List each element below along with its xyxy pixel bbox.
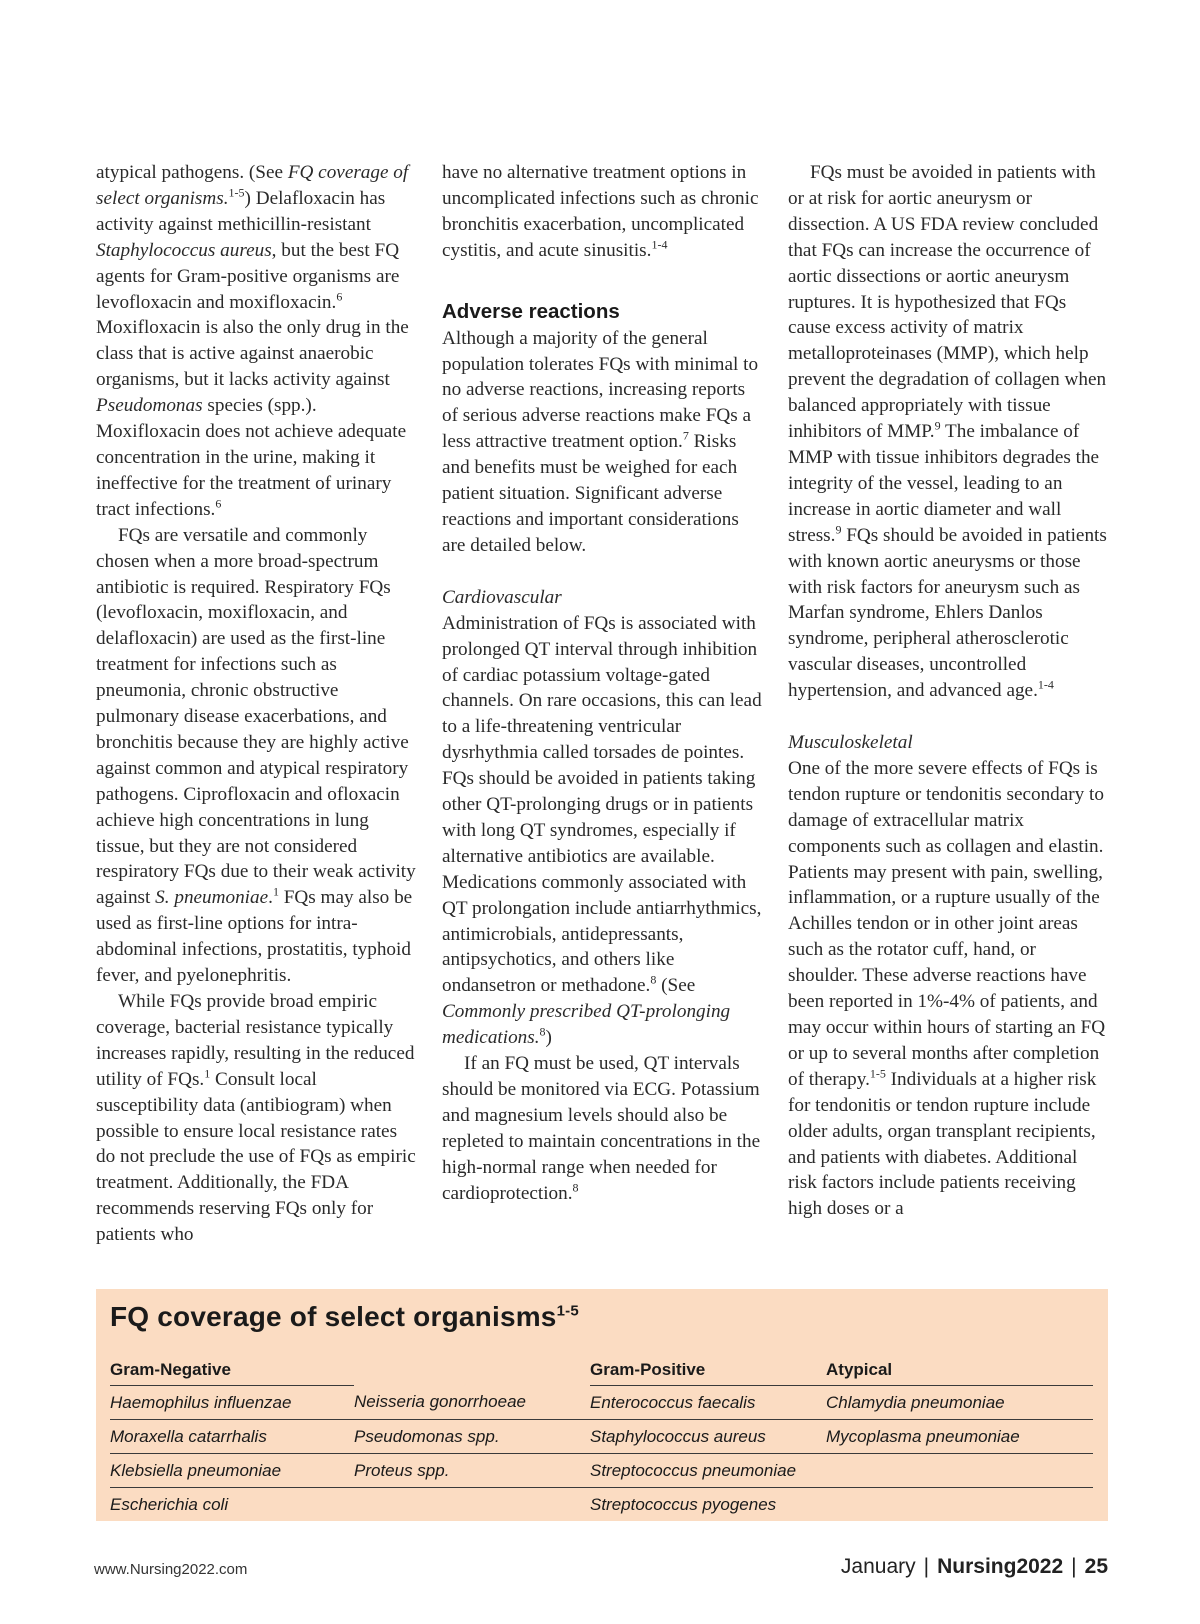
table-row xyxy=(110,1454,1093,1488)
text: Individuals at a higher risk for tendonitis or tendon rupture include older adults, organ transplant recipients, and patients with diabetes. Additional risk factors include patients receiving high doses or a xyxy=(788,1068,1097,1220)
text-column-1 xyxy=(96,160,418,1248)
citation: 6 xyxy=(215,496,222,511)
atypical-cell: Mycoplasma pneumoniae xyxy=(826,1420,1093,1454)
citation: 8 xyxy=(650,972,657,987)
table-row xyxy=(110,1386,1093,1420)
gram-negative-cell: Proteus spp. xyxy=(354,1454,590,1488)
organism-name: Staphylococcus aureus xyxy=(96,239,272,261)
text: FQs should be avoided in patients with known aortic aneurysms or those with risk factors for aneurysm such as Marfan syndrome, Ehlers Danlos syndrome, peripheral atherosclerotic vascular diseases, uncontrolled hypertension, and advanced age. xyxy=(788,524,1107,702)
cross-reference: Commonly prescribed QT-prolonging medications. xyxy=(442,1001,731,1049)
citation: 9 xyxy=(835,522,842,537)
table-row xyxy=(110,1420,1093,1454)
citation: 6 xyxy=(336,289,343,304)
atypical-cell: Chlamydia pneumoniae xyxy=(826,1386,1093,1420)
text: Risks and benefits must be weighed for each patient situation. Significant adverse reactions and important considerations are detailed below. xyxy=(442,431,739,556)
citation: 9 xyxy=(934,418,941,433)
gram-positive-cell: Streptococcus pyogenes xyxy=(590,1494,777,1514)
gram-negative-cell: Klebsiella pneumoniae xyxy=(110,1454,354,1488)
text: Consult local susceptibility data (antibiogram) when possible to ensure local resistance rates do not preclude the use of FQs as empiric treatment. Additionally, the FDA recommends reserving FQs only for patients who xyxy=(96,1068,416,1246)
atypical-cell xyxy=(826,1454,1093,1488)
text: , but the best FQ agents for Gram-positive organisms are levofloxacin and moxifloxacin. xyxy=(96,239,400,313)
cross-reference: FQ coverage of select organisms. xyxy=(96,162,409,209)
text: . xyxy=(268,887,273,909)
footer-separator: | xyxy=(1071,1555,1077,1578)
section-heading: Adverse reactions xyxy=(442,299,620,323)
text: If an FQ must be used, QT intervals should be monitored via ECG. Potassium and magnesium levels should also be repleted to maintain concentrations in the high-normal range when needed for cardioprotection. xyxy=(442,1053,761,1204)
text: FQs must be avoided in patients with or at risk for aortic aneurysm or dissection. A US FDA review concluded that FQs can increase the occurrence of aortic dissections or aortic aneurysm ruptures. It is hypothesized that FQs cause excess activity of matrix metalloproteinases (MMP), which help prevent the degradation of collagen when balanced appropriately with tissue inhibitors of MMP. xyxy=(788,162,1107,443)
gram-negative-cell: Pseudomonas spp. xyxy=(354,1420,590,1454)
sidebar-title-text: FQ coverage of select organisms xyxy=(110,1301,557,1332)
citation: 8 xyxy=(572,1180,579,1195)
footer-separator: | xyxy=(923,1555,930,1578)
paragraph xyxy=(442,160,764,264)
text: FQs are versatile and commonly chosen when a more broad-spectrum antibiotic is required. Respiratory FQs (levofloxacin, moxifloxacin, and delafloxacin) are used as the first-line treatment for infections such as pneumonia, chronic obstructive pulmonary disease exacerbations, and bronchitis because they are highly active against common and atypical respiratory pathogens. Ciprofloxacin and ofloxacin achieve high concentrations in lung tissue, but they are not considered respiratory FQs due to their weak activity against xyxy=(96,524,416,909)
text: While FQs provide broad empiric coverage, bacterial resistance typically increases rapidly, resulting in the reduced utility of FQs. xyxy=(96,991,415,1090)
text: Moxifloxacin is also the only drug in the class that is active against anaerobic organisms, but it lacks activity against xyxy=(96,317,409,391)
paragraph xyxy=(788,160,1110,704)
paragraph xyxy=(96,989,418,1248)
citation: 1-5 xyxy=(228,185,245,200)
table-header-row xyxy=(110,1355,1093,1386)
header-gram-negative: Gram-Negative xyxy=(110,1355,354,1386)
gram-negative-cell xyxy=(354,1488,590,1522)
citation: 1 xyxy=(204,1066,211,1081)
coverage-sidebar xyxy=(96,1289,1108,1521)
text: have no alternative treatment options in uncomplicated infections such as chronic bronchitis exacerbation, uncomplicated cystitis, and acute sinusitis. xyxy=(442,162,759,261)
page-number: 25 xyxy=(1084,1555,1108,1578)
subheading: Musculoskeletal xyxy=(788,732,913,754)
citation: 7 xyxy=(682,428,689,443)
text: atypical pathogens. (See xyxy=(96,162,288,183)
gram-negative-cell: Neisseria gonorrhoeae xyxy=(354,1386,590,1420)
text: Administration of FQs is associated with prolonged QT interval through inhibition of cardiac potassium voltage-gated channels. On rare occasions, this can lead to a life-threatening ventricular dysrhythmia called torsades de pointes. FQs should be avoided in patients taking other QT-prolonging drugs or in patients with long QT syndromes, especially if alternative antibiotics are available. Medications commonly associated with QT prolongation include antiarrhythmics, antimicrobials, antidepressants, antipsychotics, and others like ondansetron or methadone. xyxy=(442,612,762,997)
citation: 1-5 xyxy=(556,1302,579,1320)
text: species (spp.). Moxifloxacin does not achieve adequate concentration in the urine, making it ineffective for the treatment of urinary tract infections. xyxy=(96,395,407,520)
paragraph xyxy=(96,160,418,523)
text: One of the more severe effects of FQs is tendon rupture or tendonitis secondary to damage of extracellular matrix components such as collagen and elastin. Patients may present with pain, swelling, inflammation, or a rupture usually of the Achilles tendon or in other joint areas such as the rotator cuff, hand, or shoulder. These adverse reactions have been reported in 1%-4% of patients, and may occur within hours of starting an FQ or up to several months after completion of therapy. xyxy=(788,757,1106,1090)
header-atypical: Atypical xyxy=(826,1355,1093,1386)
paragraph xyxy=(442,1051,764,1206)
coverage-table xyxy=(110,1355,1093,1521)
gram-negative-cell: Moraxella catarrhalis xyxy=(110,1420,354,1454)
organism-name: S. pneumoniae xyxy=(155,887,269,909)
gram-positive-cell: Streptococcus pneumoniae xyxy=(590,1454,826,1488)
organism-name: Pseudomonas xyxy=(96,395,203,417)
paragraph xyxy=(442,611,764,1051)
gram-positive-cell: Enterococcus faecalis xyxy=(590,1386,826,1420)
subheading: Cardiovascular xyxy=(442,586,562,608)
paragraph xyxy=(788,756,1110,1222)
footer-magazine: Nursing2022 xyxy=(937,1555,1064,1578)
paragraph xyxy=(442,326,764,559)
paragraph xyxy=(96,523,418,989)
footer-month: January xyxy=(840,1555,916,1578)
gram-negative-cell: Escherichia coli xyxy=(110,1494,229,1514)
footer-folio xyxy=(841,1555,1108,1579)
atypical-cell xyxy=(826,1488,1093,1522)
sidebar-title xyxy=(110,1301,579,1333)
text: FQs may also be used as first-line options for intra-abdominal infections, prostatitis, typhoid fever, and pyelonephritis. xyxy=(96,887,413,987)
gram-positive-cell: Staphylococcus aureus xyxy=(590,1420,826,1454)
text-column-2 xyxy=(442,160,764,1207)
citation: 1-4 xyxy=(651,237,668,252)
citation: 1-4 xyxy=(1037,677,1054,692)
text: The imbalance of MMP with tissue inhibitors degrades the integrity of the vessel, leading to an increase in aortic diameter and wall stress. xyxy=(788,421,1100,546)
header-gram-positive: Gram-Positive xyxy=(590,1355,826,1386)
gram-negative-cell: Haemophilus influenzae xyxy=(110,1386,354,1420)
text-column-3 xyxy=(788,160,1110,1222)
text: ) xyxy=(545,1027,552,1049)
text: ) Delafloxacin has activity against methicillin-resistant xyxy=(96,187,386,235)
header-spacer xyxy=(354,1355,590,1386)
table-row xyxy=(110,1488,1093,1522)
text: Although a majority of the general population tolerates FQs with minimal to no adverse reactions, increasing reports of serious adverse reactions make FQs a less attractive treatment option. xyxy=(442,327,759,453)
citation: 8 xyxy=(539,1024,546,1039)
citation: 1 xyxy=(272,884,279,899)
text: (See xyxy=(656,975,696,997)
citation: 1-5 xyxy=(869,1066,886,1081)
footer-url[interactable]: www.Nursing2022.com xyxy=(94,1561,248,1578)
